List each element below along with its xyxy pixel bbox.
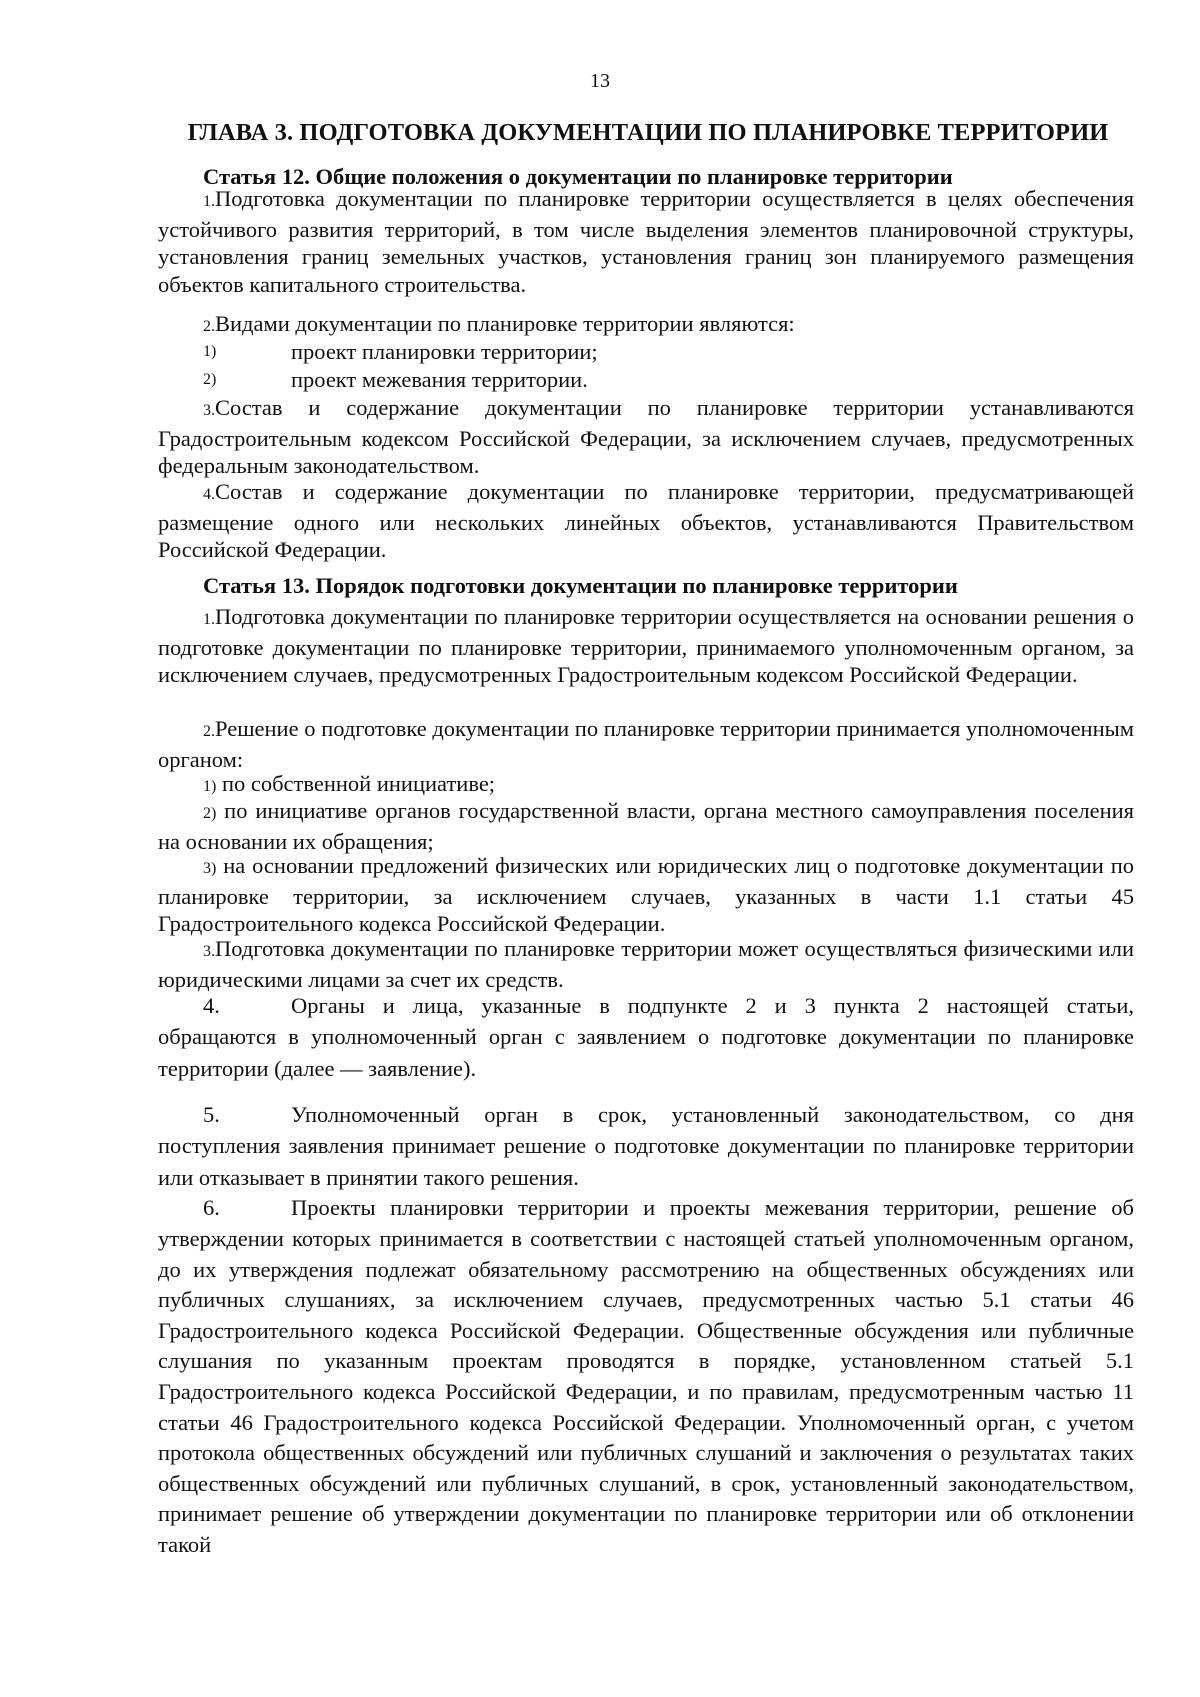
article-13-subitem-1 bbox=[158, 770, 1134, 801]
paragraph-text: Органы и лица, указанные в подпункте 2 и 3 пункта 2 настоящей статьи, bbox=[291, 993, 1134, 1018]
paragraph-number: 1. bbox=[203, 611, 215, 628]
subitem-text: по собственной инициативе; bbox=[216, 771, 496, 796]
list-item-number: 2) bbox=[203, 371, 217, 388]
paragraph-number: 4. bbox=[203, 486, 215, 503]
paragraph-text: Решение о подготовке документации по планировке территории принимается уполномоченным органом: bbox=[158, 716, 1134, 772]
article-13-paragraph-6-rest: утверждении которых принимается в соответствии с настоящей статьей уполномоченным органом, до их утверждения подлежат обязательному рассмотрению на общественных обсуждениях или публичных слушаниях, за исключением случаев, предусмотренных частью 5.1 статьи 46 Градостроительного кодекса Российской Федерации. Общественные обсуждения или публичные слушания по указанным проектам проводятся в порядке, установленном статьей 5.1 Градостроительного кодекса Российской Федерации, и по правилам, предусмотренным частью 11 статьи 46 Градостроительного кодекса Российской Федерации. Уполномоченный орган, с учетом протокола общественных обсуждений или публичных слушаний и заключения о результатах таких общественных обсуждений или публичных слушаний, в срок, установленный законодательством, принимает решение об утверждении документации по планировке территории или об отклонении такой bbox=[158, 1226, 1134, 1557]
paragraph-number: 3. bbox=[203, 402, 215, 419]
paragraph-text: Подготовка документации по планировке территории может осуществляться физическими или юридическими лицами за счет их средств. bbox=[158, 936, 1134, 992]
paragraph-text: Подготовка документации по планировке территории осуществляется на основании решения о подготовке документации по планировке территории, принимаемого уполномоченным органом, за исключением случаев, предусмотренных Градостроительным кодексом Российской Федерации. bbox=[158, 604, 1134, 688]
article-13-paragraph-4-rest: обращаются в уполномоченный орган с заявлением о подготовке документации по планировке территории (далее — заявление). bbox=[158, 1024, 1134, 1081]
list-item-number: 1) bbox=[203, 343, 217, 360]
article-13-subitem-2 bbox=[158, 797, 1134, 855]
article-13-paragraph-3 bbox=[158, 935, 1134, 993]
article-13-subitem-3 bbox=[158, 852, 1134, 938]
article-12-paragraph-1 bbox=[158, 185, 1134, 298]
article-12-paragraph-2 bbox=[158, 310, 1134, 341]
paragraph-number: 5. bbox=[203, 1102, 220, 1127]
article-13-paragraph-2 bbox=[158, 715, 1134, 773]
paragraph-number: 3. bbox=[203, 943, 215, 960]
paragraph-number: 2. bbox=[203, 723, 215, 740]
subitem-number: 2) bbox=[203, 805, 217, 822]
paragraph-text: Состав и содержание документации по планировке территории, предусматривающей размещение одного или нескольких линейных объектов, устанавливаются Правительством Российской Федерации. bbox=[158, 479, 1134, 563]
subitem-text: по инициативе органов государственной власти, органа местного самоуправления поселения на основании их обращения; bbox=[158, 798, 1134, 854]
article-13-paragraph-5-rest: поступления заявления принимает решение о подготовке документации по планировке территории или отказывает в принятии такого решения. bbox=[158, 1133, 1134, 1190]
paragraph-number: 2. bbox=[203, 318, 215, 335]
paragraph-number: 1. bbox=[203, 193, 215, 210]
page-number: 13 bbox=[590, 70, 610, 92]
paragraph-text: Проекты планировки территории и проекты межевания территории, решение об bbox=[291, 1195, 1134, 1220]
chapter-title: ГЛАВА 3. ПОДГОТОВКА ДОКУМЕНТАЦИИ ПО ПЛАНИРОВКЕ ТЕРРИТОРИИ bbox=[187, 119, 1109, 146]
paragraph-text: Видами документации по планировке территории являются: bbox=[215, 311, 795, 336]
subitem-text: на основании предложений физических или юридических лиц о подготовке документации по планировке территории, за исключением случаев, указанных в части 1.1 статьи 45 Градостроительного кодекса Российской Федерации. bbox=[158, 853, 1134, 937]
article-12-heading: Статья 12. Общие положения о документации по планировке территории bbox=[203, 164, 953, 189]
article-13-paragraph-6-first-line bbox=[158, 1192, 1134, 1223]
article-13-paragraph-5-first-line bbox=[158, 1099, 1134, 1130]
article-12-paragraph-3 bbox=[158, 394, 1134, 480]
subitem-number: 3) bbox=[203, 860, 217, 877]
paragraph-number: 6. bbox=[203, 1195, 220, 1220]
article-13-paragraph-4-first-line bbox=[158, 990, 1134, 1021]
subitem-number: 1) bbox=[203, 778, 217, 795]
article-13-heading: Статья 13. Порядок подготовки документации по планировке территории bbox=[203, 573, 958, 598]
list-item-text: проект межевания территории. bbox=[291, 367, 588, 392]
article-13-paragraph-1 bbox=[158, 603, 1134, 689]
paragraph-text: Состав и содержание документации по планировке территории устанавливаются Градостроительным кодексом Российской Федерации, за исключением случаев, предусмотренных федеральным законодательством. bbox=[158, 395, 1134, 479]
article-12-paragraph-4 bbox=[158, 478, 1134, 564]
paragraph-number: 4. bbox=[203, 993, 220, 1018]
paragraph-text: Подготовка документации по планировке территории осуществляется в целях обеспечения устойчивого развития территорий, в том числе выделения элементов планировочной структуры, установления границ земельных участков, установления границ зон планируемого размещения объектов капитального строительства. bbox=[158, 186, 1134, 297]
paragraph-text: Уполномоченный орган в срок, установленный законодательством, со дня bbox=[291, 1102, 1134, 1127]
list-item-text: проект планировки территории; bbox=[291, 339, 598, 364]
